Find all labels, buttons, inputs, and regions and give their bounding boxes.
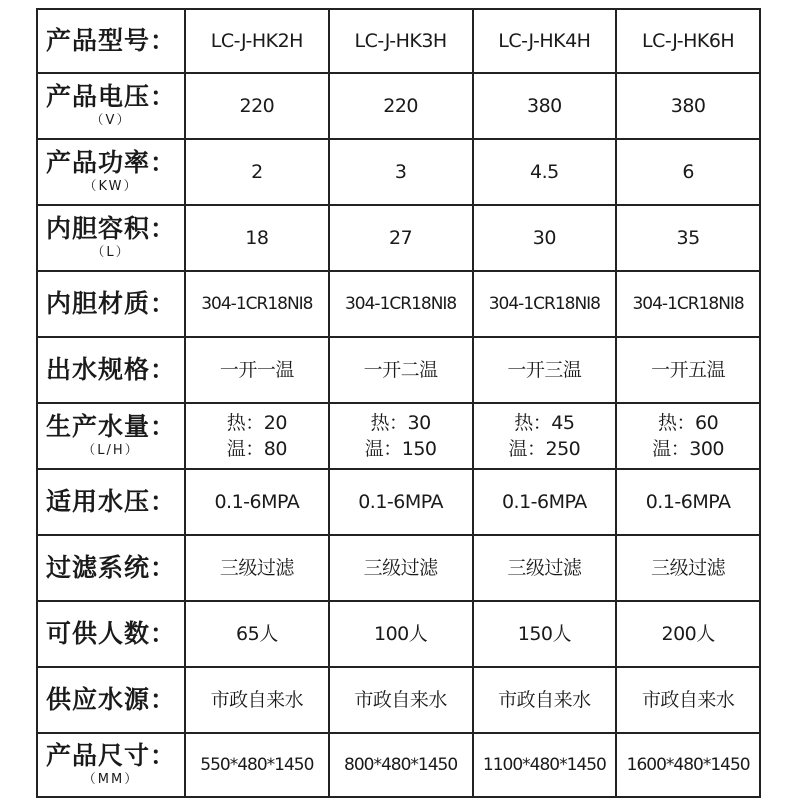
value-power-2: 3: [394, 161, 407, 183]
value-output-hot-3: 热：45: [514, 412, 575, 434]
value-output-hot-4: 热：60: [658, 412, 719, 434]
row-outlet: [37, 337, 760, 403]
unit-size: （MM）: [82, 772, 140, 787]
value-cell: [616, 337, 760, 403]
value-pressure-3: 0.1-6MPA: [501, 491, 587, 513]
spec-table: [36, 8, 761, 798]
unit-capacity: （L）: [91, 245, 131, 260]
unit-voltage: （V）: [90, 113, 132, 128]
label-filter: 过滤系统：: [45, 553, 176, 582]
value-cell: [616, 535, 760, 601]
value-material-2: 304-1CR18NI8: [344, 294, 457, 314]
value-outlet-1: 一开一温: [219, 359, 294, 381]
value-voltage-3: 380: [526, 95, 562, 117]
value-cell: [185, 139, 329, 205]
value-cell: [329, 139, 473, 205]
unit-output: （L/H）: [82, 443, 140, 458]
value-output-warm-2: 温：150: [364, 438, 437, 460]
value-model-1: LC-J-HK2H: [210, 30, 303, 52]
value-cell: [329, 73, 473, 139]
value-outlet-4: 一开五温: [651, 359, 726, 381]
value-size-1: 550*480*1450: [200, 755, 314, 775]
value-cell: [185, 337, 329, 403]
value-material-4: 304-1CR18NI8: [632, 294, 744, 314]
label-people: 可供人数：: [45, 619, 176, 648]
value-cell: [329, 733, 473, 797]
value-size-2: 800*480*1450: [344, 755, 458, 775]
value-output-warm-4: 温：300: [652, 438, 724, 460]
row-model: [37, 9, 760, 73]
value-filter-2: 三级过滤: [363, 557, 438, 579]
value-cell: [473, 139, 617, 205]
value-cell: [473, 469, 617, 535]
value-output-hot-1: 热：20: [226, 412, 287, 434]
label-power: 产品功率：: [45, 148, 176, 177]
value-capacity-4: 35: [676, 227, 700, 249]
value-pressure-4: 0.1-6MPA: [645, 491, 731, 513]
label-voltage-cell: [37, 73, 185, 139]
row-voltage: [37, 73, 760, 139]
row-pressure: [37, 469, 760, 535]
label-size: 产品尺寸：: [45, 741, 176, 770]
value-cell: [185, 469, 329, 535]
row-output: [37, 403, 760, 469]
value-output-hot-2: 热：30: [370, 412, 431, 434]
label-source: 供应水源：: [45, 685, 176, 714]
label-source-cell: [37, 667, 185, 733]
value-cell: [616, 469, 760, 535]
value-source-3: 市政自来水: [498, 689, 591, 711]
value-cell: [185, 535, 329, 601]
label-capacity-cell: [37, 205, 185, 271]
value-cell: [616, 205, 760, 271]
value-voltage-2: 220: [383, 95, 418, 117]
value-filter-4: 三级过滤: [651, 557, 726, 579]
value-cell: [185, 667, 329, 733]
label-filter-cell: [37, 535, 185, 601]
value-filter-3: 三级过滤: [507, 557, 582, 579]
row-material: [37, 271, 760, 337]
label-model: 产品型号：: [45, 26, 176, 55]
value-cell: [329, 337, 473, 403]
value-cell: [473, 667, 617, 733]
value-cell: [616, 733, 760, 797]
label-model-cell: [37, 9, 185, 73]
value-model-3: LC-J-HK4H: [498, 30, 591, 52]
value-cell: [329, 271, 473, 337]
value-cell: [473, 73, 617, 139]
label-size-cell: [37, 733, 185, 797]
row-size: [37, 733, 760, 797]
label-voltage: 产品电压：: [45, 82, 176, 111]
row-filter: [37, 535, 760, 601]
value-cell: [473, 271, 617, 337]
label-capacity: 内胆容积：: [45, 214, 176, 243]
value-cell: [616, 403, 760, 469]
value-cell: [329, 469, 473, 535]
value-cell: [473, 535, 617, 601]
value-cell: [185, 601, 329, 667]
value-cell: [616, 271, 760, 337]
value-cell: [473, 9, 617, 73]
value-people-3: 150人: [517, 623, 571, 645]
value-power-3: 4.5: [530, 161, 559, 183]
value-cell: [473, 601, 617, 667]
row-capacity: [37, 205, 760, 271]
value-power-1: 2: [251, 161, 263, 183]
value-cell: [329, 205, 473, 271]
value-cell: [473, 733, 617, 797]
value-cell: [185, 9, 329, 73]
value-voltage-1: 220: [239, 95, 275, 117]
value-cell: [329, 403, 473, 469]
value-cell: [329, 535, 473, 601]
value-filter-1: 三级过滤: [219, 557, 294, 579]
value-outlet-2: 一开二温: [363, 359, 438, 381]
label-pressure: 适用水压：: [45, 487, 176, 516]
label-power-cell: [37, 139, 185, 205]
value-cell: [185, 73, 329, 139]
value-material-3: 304-1CR18NI8: [488, 294, 600, 314]
value-material-1: 304-1CR18NI8: [201, 294, 313, 314]
value-model-4: LC-J-HK6H: [642, 30, 735, 52]
label-output: 生产水量：: [45, 412, 176, 441]
value-outlet-3: 一开三温: [507, 359, 582, 381]
value-cell: [616, 9, 760, 73]
label-output-cell: [37, 403, 185, 469]
value-source-2: 市政自来水: [354, 689, 447, 711]
label-people-cell: [37, 601, 185, 667]
value-people-1: 65人: [236, 623, 278, 645]
value-cell: [616, 667, 760, 733]
value-capacity-3: 30: [532, 227, 556, 249]
value-source-4: 市政自来水: [641, 689, 735, 711]
value-cell: [616, 139, 760, 205]
value-size-3: 1100*480*1450: [482, 755, 606, 775]
value-pressure-1: 0.1-6MPA: [214, 491, 300, 513]
value-cell: [473, 403, 617, 469]
value-output-warm-1: 温：80: [226, 438, 287, 460]
value-capacity-2: 27: [389, 227, 413, 249]
label-pressure-cell: [37, 469, 185, 535]
value-cell: [185, 271, 329, 337]
value-voltage-4: 380: [670, 95, 706, 117]
label-outlet: 出水规格：: [45, 355, 176, 384]
value-cell: [329, 9, 473, 73]
label-material: 内胆材质：: [45, 289, 176, 318]
value-cell: [329, 667, 473, 733]
value-pressure-2: 0.1-6MPA: [358, 491, 444, 513]
value-people-4: 200人: [661, 623, 715, 645]
value-size-4: 1600*480*1450: [626, 755, 750, 775]
row-power: [37, 139, 760, 205]
row-source: [37, 667, 760, 733]
value-output-warm-3: 温：250: [508, 438, 581, 460]
value-source-1: 市政自来水: [210, 689, 304, 711]
value-cell: [185, 403, 329, 469]
value-cell: [185, 205, 329, 271]
value-cell: [329, 601, 473, 667]
value-cell: [473, 205, 617, 271]
value-people-2: 100人: [373, 623, 428, 645]
value-capacity-1: 18: [245, 227, 269, 249]
row-people: [37, 601, 760, 667]
value-model-2: LC-J-HK3H: [354, 30, 447, 52]
value-cell: [616, 73, 760, 139]
unit-power: （KW）: [83, 179, 139, 194]
label-outlet-cell: [37, 337, 185, 403]
value-cell: [473, 337, 617, 403]
value-cell: [185, 733, 329, 797]
value-power-4: 6: [682, 161, 694, 183]
value-cell: [616, 601, 760, 667]
label-material-cell: [37, 271, 185, 337]
